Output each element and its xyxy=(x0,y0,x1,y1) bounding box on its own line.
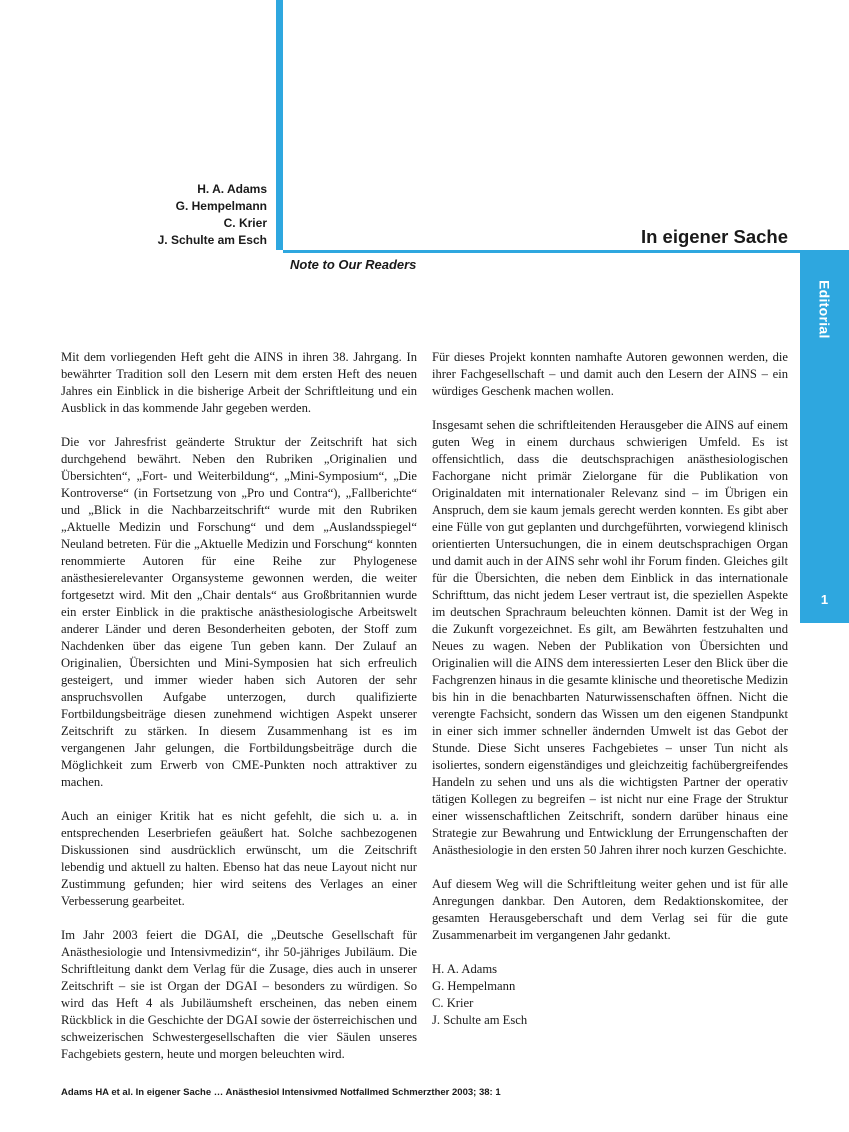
signature-name: C. Krier xyxy=(432,996,474,1010)
section-label: Editorial xyxy=(816,279,833,339)
article-subtitle: Note to Our Readers xyxy=(290,257,417,272)
author-name: G. Hempelmann xyxy=(175,199,267,213)
body-column-right xyxy=(432,349,788,1046)
author-name: H. A. Adams xyxy=(197,182,267,196)
author-name: J. Schulte am Esch xyxy=(157,233,267,247)
signature-name: G. Hempelmann xyxy=(432,979,516,993)
author-list xyxy=(100,181,267,249)
page-number: 1 xyxy=(820,592,829,607)
citation-footer: Adams HA et al. In eigener Sache … Anästhesiol Intensivmed Notfallmed Schmerzther 2003; 38: 1 xyxy=(61,1087,501,1098)
body-paragraph: Auch an einiger Kritik hat es nicht gefehlt, die sich u. a. in entsprechenden Leserbriefen geäußert hat. Solche sachbezogenen Diskussionen sind ausdrücklich erwünscht, um die Zeitschrift lebendig und aktuell zu halten. Ebenso hat das neue Layout nicht nur Zustimmung gefunden; hier wird seitens des Verlages an einer Verbesserung gearbeitet. xyxy=(61,809,417,908)
signature-name: H. A. Adams xyxy=(432,962,498,976)
author-name: C. Krier xyxy=(223,216,267,230)
body-paragraph: Im Jahr 2003 feiert die DGAI, die „Deutsche Gesellschaft für Anästhesiologie und Intensivmedizin“, ihr 50-jähriges Jubiläum. Die Schriftleitung dankt dem Verlag für die Zusage, dies auch in unserer Zeitschrift – sie ist Organ der DGAI – besonders zu würdigen. So wird das Heft 4 als Jubiläumsheft erscheinen, das neben einem Rückblick in die Geschichte der DGAI sowie der österreichischen und schweizerischen Schwestergesellschaften die vier Säulen unseres Fachgebiets gestern, heute und morgen beleuchten wird. xyxy=(61,928,417,1061)
article-title: In eigener Sache xyxy=(640,226,788,247)
section-tab xyxy=(800,252,849,623)
header-accent-vertical-bar xyxy=(276,0,283,250)
body-paragraph: Für dieses Projekt konnten namhafte Autoren gewonnen werden, die ihrer Fachgesellschaft – und damit auch den Lesern der AINS – ein würdiges Geschenk machen wollen. xyxy=(432,350,788,398)
body-paragraph: Mit dem vorliegenden Heft geht die AINS in ihren 38. Jahrgang. In bewährter Tradition soll den Lesern mit dem ersten Heft des neuen Jahres ein Einblick in die bisherige Arbeit der Schriftleitung und ein Ausblick in das kommende Jahr gegeben werden. xyxy=(61,350,417,415)
signature-block xyxy=(432,961,788,1029)
header-accent-horizontal-rule xyxy=(283,250,849,253)
body-paragraph: Die vor Jahresfrist geänderte Struktur der Zeitschrift hat sich durchgehend bewährt. Neben den Rubriken „Originalien und Übersichten“, „Fort- und Weiterbildung“, „Mini-Symposium“, „Die Kontroverse“ (in Fortsetzung von „Pro und Contra“), „Fallberichte“ und „Blick in die Nachbarzeitschrift“ wurde mit den Rubriken „Aktuelle Medizin und Forschung“ und dem „Auslandsspiegel“ Neuland betreten. Für die „Aktuelle Medizin und Forschung“ konnten renommierte Autoren für eine Reihe zur Phylogenese anästhesierelevanter Organsysteme gewonnen werden, die weiter fortgesetzt wird. Mit den „Chair dentals“ aus Großbritannien wurde ein erster Einblick in die praktische anästhesiologische Arbeitswelt anderer Länder und deren Besonderheiten geboten, der Stoff zum Nachdenken über das eigene Tun geben kann. Der Zulauf an Originalien, Übersichten und Mini-Symposien hat sich erfreulich gesteigert, und immer wieder haben sich Autoren der sehr anspruchsvollen Aufgabe unterzogen, durch qualifizierte Fortbildungsbeiträge diesen zunehmend wichtigen Aspekt unserer Zeitschrift zu stärken. In diesem Zusammenhang ist es im vergangenen Jahr gelungen, die Fortbildungsbeiträge durch die Möglichkeit zum Erwerb von CME-Punkten noch attraktiver zu machen. xyxy=(61,435,417,789)
signature-name: J. Schulte am Esch xyxy=(432,1013,528,1027)
body-paragraph: Auf diesem Weg will die Schriftleitung weiter gehen und ist für alle Anregungen dankbar. Den Autoren, dem Redaktionskomitee, der gesamten Herausgeberschaft und dem Verlag sei für die gute Zusammenarbeit im vergangenen Jahr gedankt. xyxy=(432,877,788,942)
body-column-left xyxy=(61,349,417,1080)
body-paragraph: Insgesamt sehen die schriftleitenden Herausgeber die AINS auf einem guten Weg in einem durchaus schwierigen Umfeld. Es ist offensichtlich, dass die deutschsprachigen anästhesiologischen Fachorgane nicht primär Zielorgane für die Publikation von Originaldaten mit internationaler Relevanz sind – im Übrigen ein Anspruch, dem sie kaum jemals gerecht werden konnten. Es gibt aber eine Fülle von gut geplanten und durchgeführten, vorwiegend klinisch orientierten Untersuchungen, die in einem deutschsprachigen Organ und damit auch in der AINS sehr wohl ihr Forum finden. Gleiches gilt für die Übersichten, die neben dem Einblick in das internationale Schrifttum, das nicht jedem Leser vertraut ist, die speziellen Aspekte im deutschen Sprachraum beleuchten können. Damit ist der Weg in die Zukunft vorgezeichnet. Es gilt, am Bewährten festzuhalten und Neues zu wagen. Neben der Publikation von Übersichten und Originalien will die AINS dem interessierten Leser den Blick über die Fachgrenzen hinaus in die gesamte klinische und theoretische Medizin bis hin in die benachbarten Naturwissenschaften öffnen. Nicht die verengte Fachsicht, sondern das Wissen um den eigenen Standpunkt in einer sich immer schneller ändernden Umwelt ist das Gebot der Stunde. Diese Sicht unseres Fachgebietes – unser Tun nicht als isoliertes, sondern eigenständiges und gleichzeitig fachübergreifendes Handeln zu sehen und uns als die wichtigsten Partner der operativ tätigen Kollegen zu begreifen – ist nicht nur eine Frage der Struktur einer wissenschaftlichen Zeitschrift, sondern darüber hinaus eine Strategie zur Bewahrung und Entwicklung der Errungenschaften der Anästhesiologie in den ersten 50 Jahren ihrer noch kurzen Geschichte. xyxy=(432,418,789,857)
